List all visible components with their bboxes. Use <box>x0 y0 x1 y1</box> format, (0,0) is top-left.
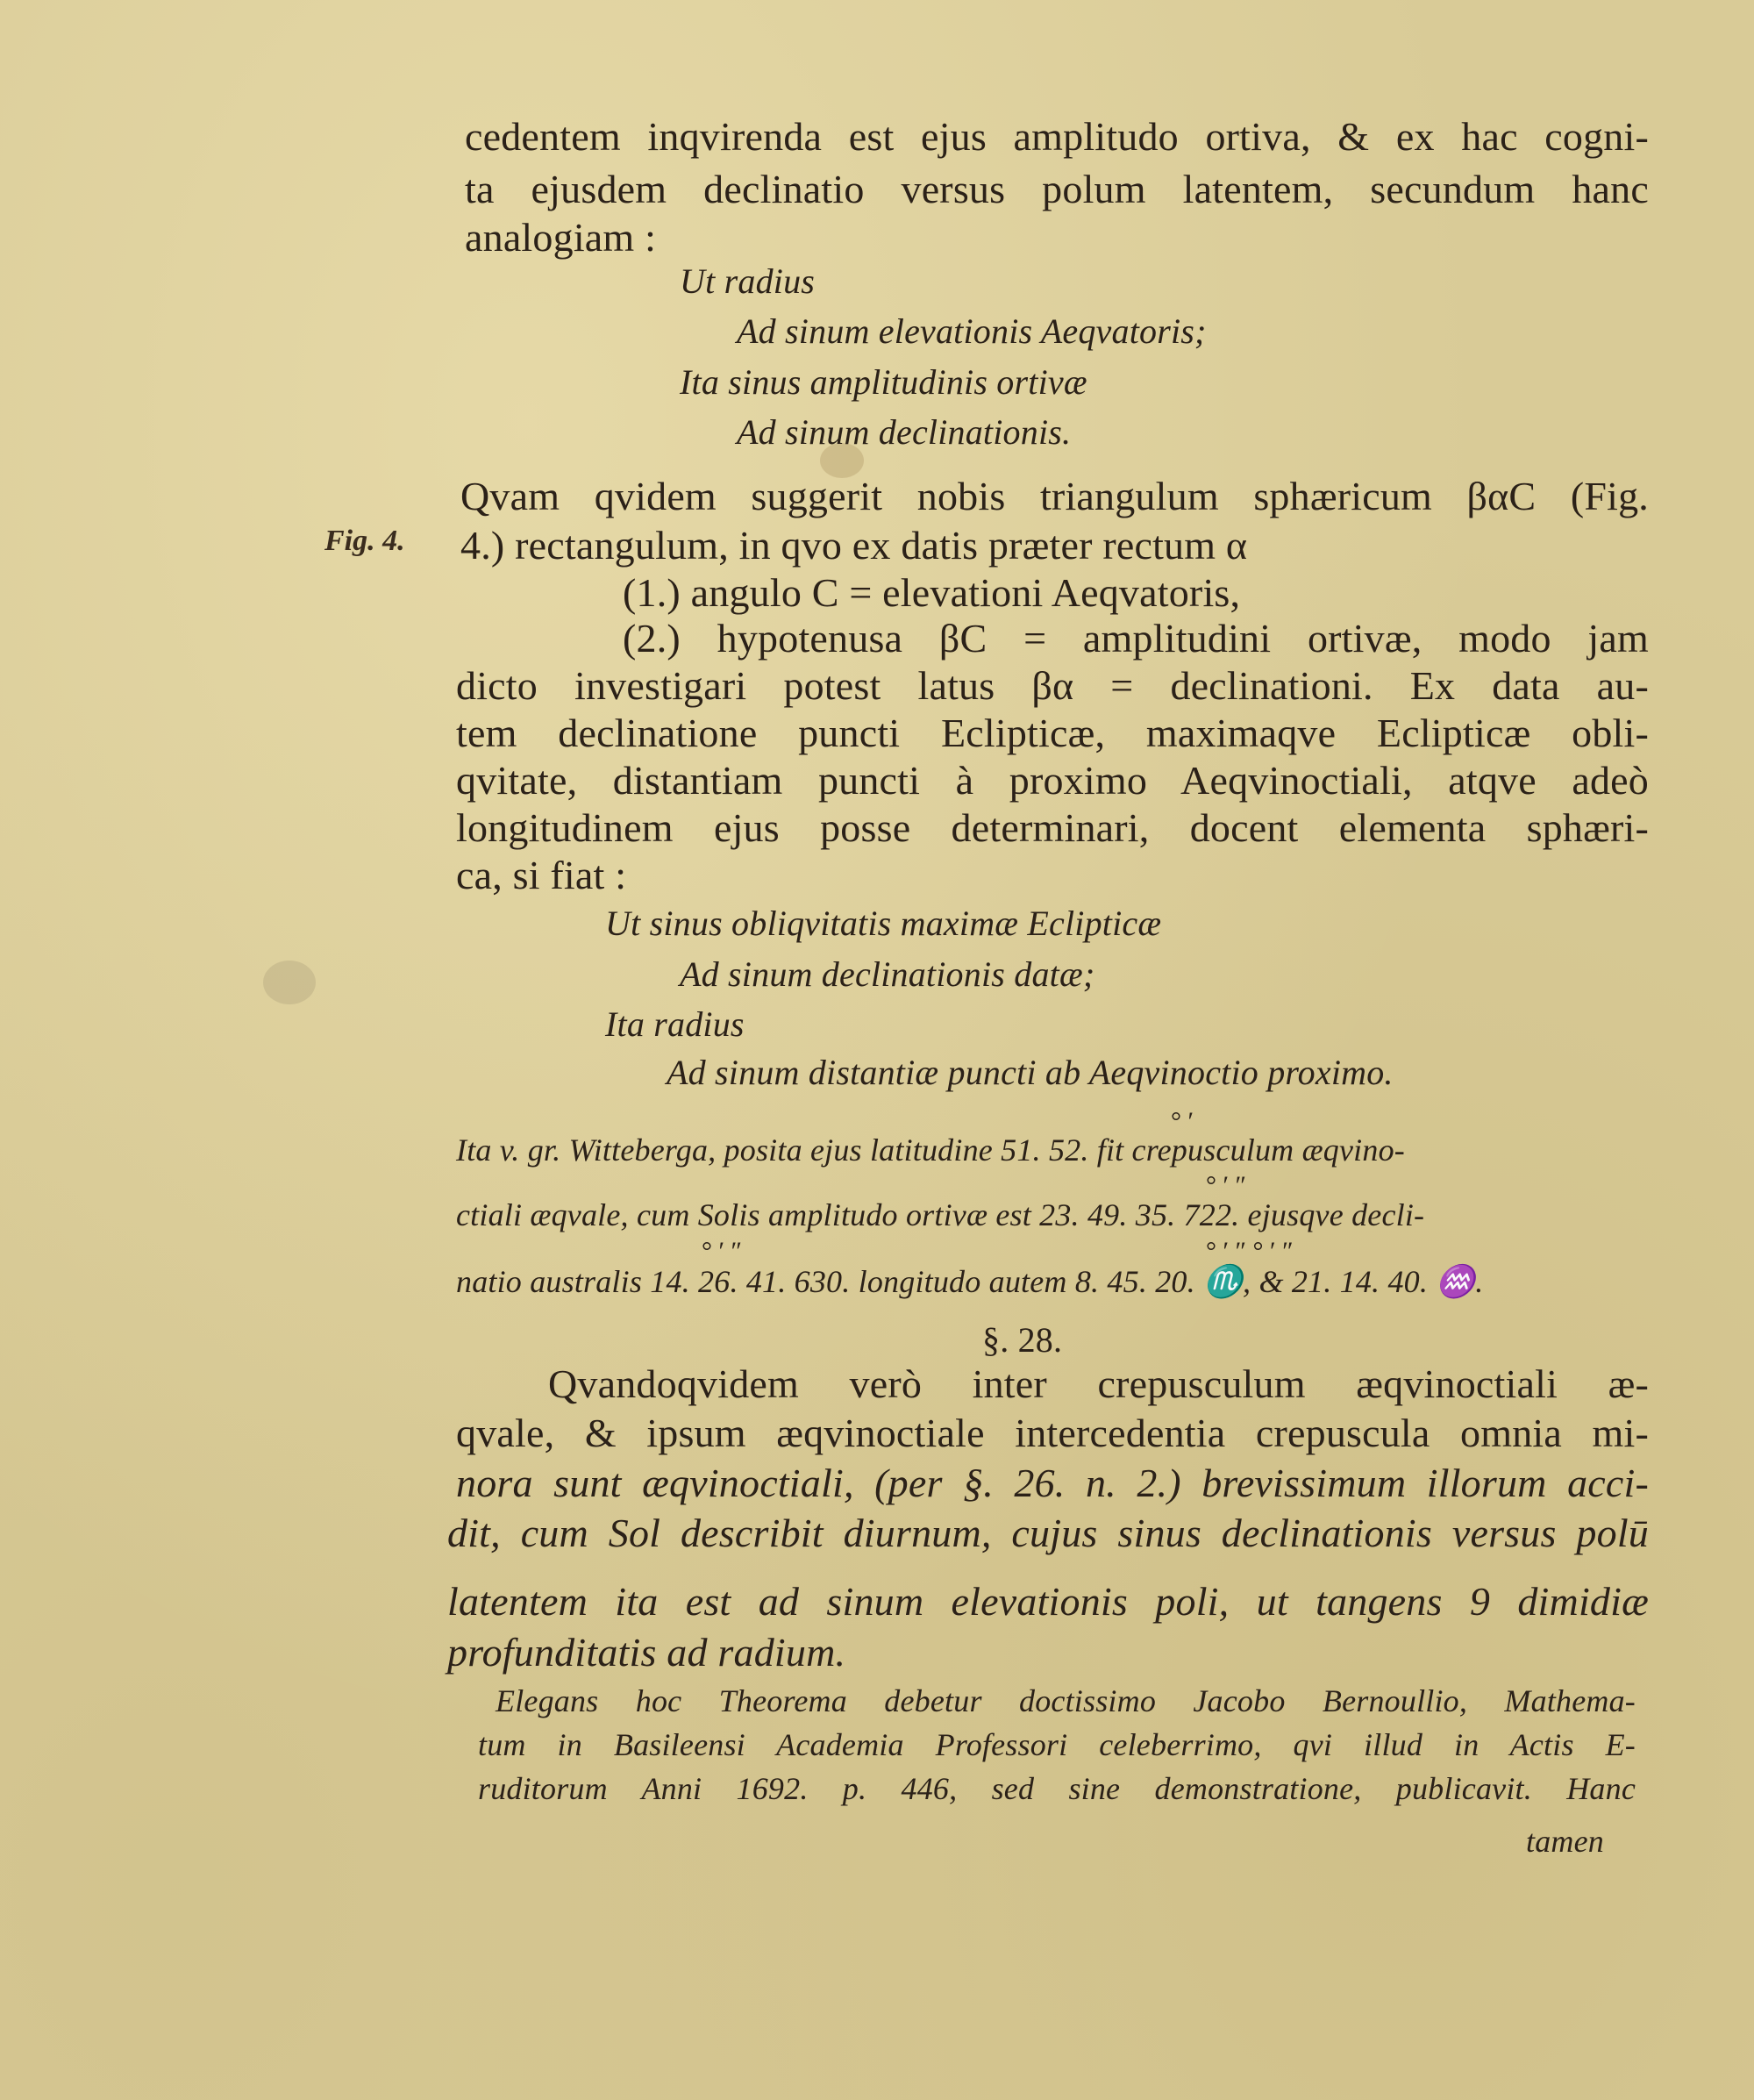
analogy-line: Ita radius <box>605 1004 745 1044</box>
note-line: ruditorum Anni 1692. p. 446, sed sine demonstratione, publicavit. Hanc <box>478 1771 1636 1806</box>
text-line: qvale, & ipsum æqvinoctiale intercedentia crepuscula omnia mi- <box>456 1411 1649 1455</box>
note-line: tum in Basileensi Academia Professori celeberrimo, qvi illud in Actis E- <box>478 1727 1636 1762</box>
text-line: nora sunt æqvinoctiali, (per §. 26. n. 2.) brevissimum illorum acci- <box>456 1461 1649 1505</box>
degree-marks: ° ′ ″ ° ′ ″ <box>1206 1237 1294 1266</box>
text-line: qvitate, distantiam puncti à proximo Aeqvinoctiali, atqve adeò <box>456 758 1649 803</box>
analogy-line: Ad sinum declinationis. <box>737 412 1072 452</box>
text-line: ta ejusdem declinatio versus polum latentem, secundum hanc <box>465 167 1649 211</box>
example-line: ctiali æqvale, cum Solis amplitudo ortivæ est 23. 49. 35. 722. ejusqve decli- <box>456 1197 1425 1232</box>
example-line: Ita v. gr. Witteberga, posita ejus latitudine 51. 52. fit crepusculum æqvino- <box>456 1132 1405 1168</box>
text-line: dicto investigari potest latus βα = declinationi. Ex data au- <box>456 663 1649 708</box>
margin-figure-ref: Fig. 4. <box>324 525 405 557</box>
text-line: 4.) rectangulum, in qvo ex datis præter rectum α <box>460 523 1248 568</box>
degree-marks: ° ′ ″ <box>1206 1171 1247 1200</box>
analogy-line: Ita sinus amplitudinis ortivæ <box>680 362 1087 402</box>
text-line: ca, si fiat : <box>456 853 627 897</box>
analogy-line: Ad sinum distantiæ puncti ab Aeqvinoctio proximo. <box>667 1053 1394 1092</box>
analogy-line: Ut sinus obliqvitatis maximæ Eclipticæ <box>605 904 1162 943</box>
text-line: Qvandoqvidem verò inter crepusculum æqvinoctiali æ- <box>548 1361 1649 1406</box>
degree-marks: ° ′ ″ <box>702 1237 743 1266</box>
text-line: profunditatis ad radium. <box>447 1630 846 1675</box>
text-line: (1.) angulo C = elevationi Aeqvatoris, <box>623 570 1241 615</box>
example-line: natio australis 14. 26. 41. 630. longitudo autem 8. 45. 20. ♏, & 21. 14. 40. ♒. <box>456 1264 1484 1299</box>
text-line: latentem ita est ad sinum elevationis poli, ut tangens 9 dimidiæ <box>447 1579 1649 1624</box>
text-line: cedentem inqvirenda est ejus amplitudo ortiva, & ex hac cogni- <box>465 114 1649 159</box>
analogy-line: Ad sinum declinationis datæ; <box>680 954 1095 994</box>
text-line: Qvam qvidem suggerit nobis triangulum sphæricum βαC (Fig. <box>460 474 1649 518</box>
text-line: tem declinatione puncti Eclipticæ, maximaqve Eclipticæ obli- <box>456 711 1649 755</box>
analogy-line: Ad sinum elevationis Aeqvatoris; <box>737 311 1207 351</box>
catchword: tamen <box>1526 1824 1604 1859</box>
paper-stain <box>263 961 316 1004</box>
text-line: dit, cum Sol describit diurnum, cujus sinus declinationis versus polū <box>447 1511 1649 1555</box>
analogy-line: Ut radius <box>680 261 816 301</box>
text-line: analogiam : <box>465 215 657 260</box>
section-number: §. 28. <box>982 1320 1063 1360</box>
text-line: longitudinem ejus posse determinari, docent elementa sphæri- <box>456 805 1649 850</box>
degree-marks: ° ′ <box>1171 1107 1194 1136</box>
text-line: (2.) hypotenusa βC = amplitudini ortivæ, modo jam <box>623 616 1649 661</box>
note-line: Elegans hoc Theorema debetur doctissimo Jacobo Bernoullio, Mathema- <box>496 1683 1636 1718</box>
